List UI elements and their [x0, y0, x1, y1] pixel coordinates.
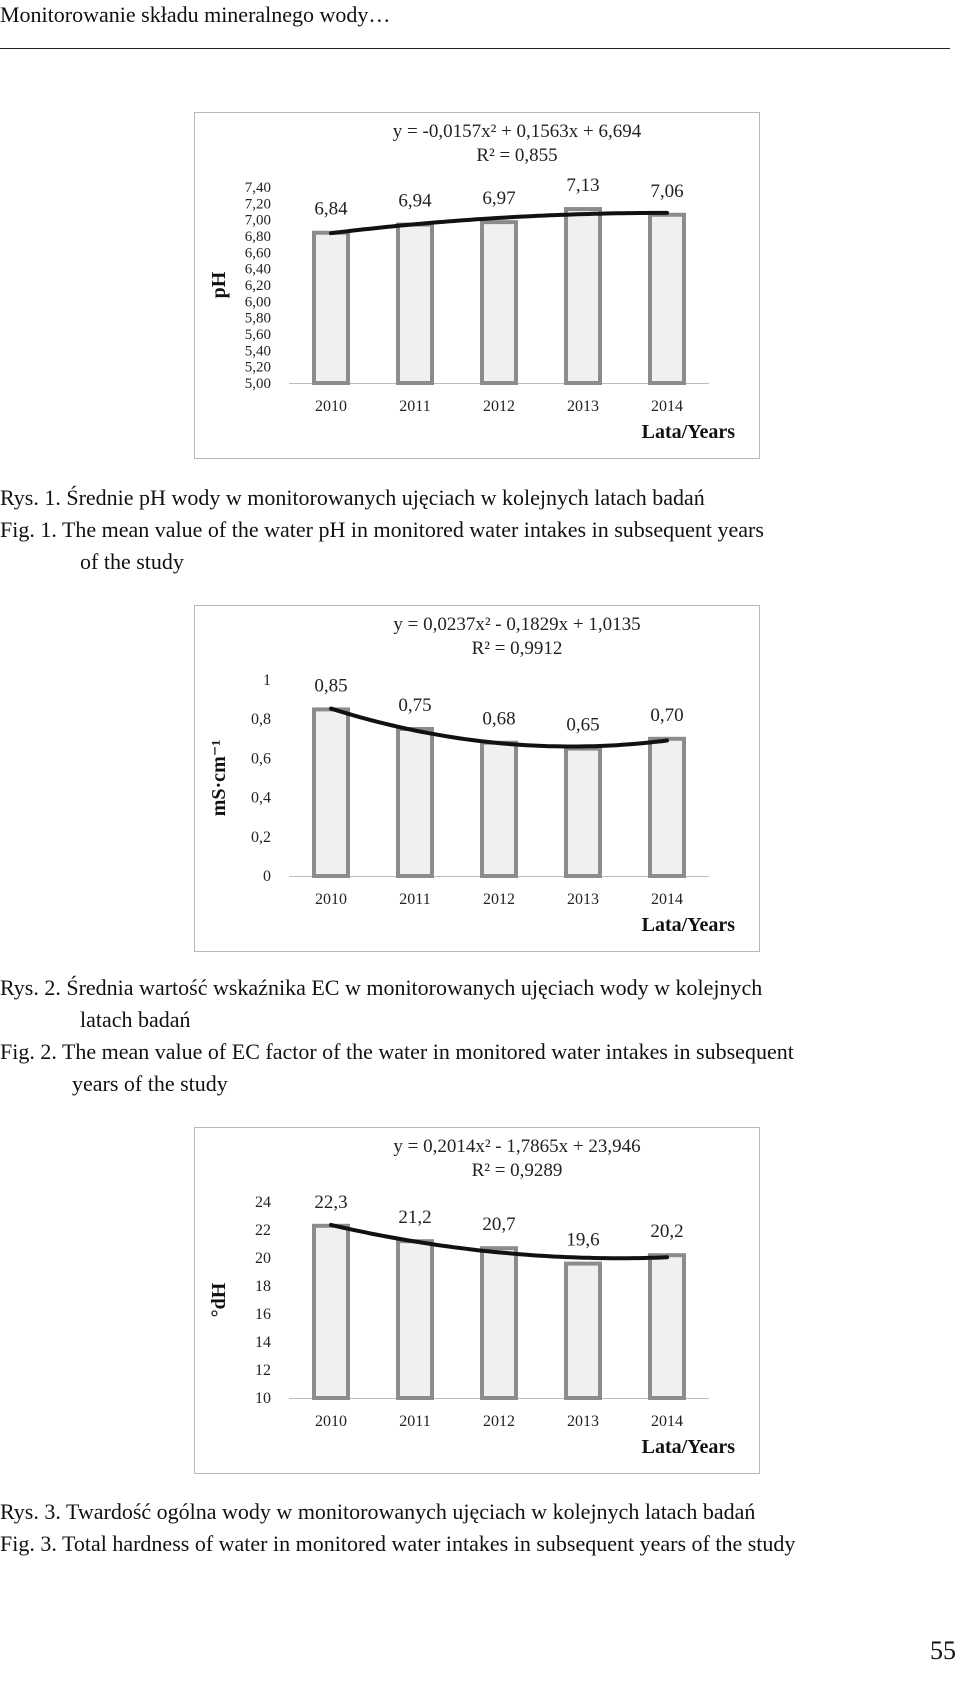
- chart3-x-tick: 2013: [567, 1413, 599, 1430]
- caption-fig1-en-1-text: Fig. 1. The mean value of the water pH in monitored water intakes in subsequent years: [0, 517, 764, 542]
- chart1-y-tick: 6,00: [244, 294, 271, 311]
- chart2-y-axis-label: mS·cm⁻¹: [208, 739, 230, 817]
- chart2-data-label: 0,85: [314, 675, 348, 697]
- chart1-y-tick: 6,60: [244, 245, 271, 262]
- chart2-x-tick: 2012: [483, 891, 515, 908]
- chart3-bar: [650, 1255, 684, 1398]
- caption-fig1-en-2: of the study: [80, 549, 184, 574]
- caption-fig3-en: Fig. 3. Total hardness of water in monitored water intakes in subsequent years of the study: [0, 1531, 796, 1556]
- chart3-y-tick: 16: [255, 1306, 271, 1323]
- chart1-y-axis-label: pH: [208, 271, 230, 299]
- chart2-data-label: 0,75: [398, 695, 432, 716]
- chart3-x-tick: 2010: [315, 1413, 347, 1430]
- chart-hardness-svg: [195, 1128, 759, 1473]
- chart2-x-tick: 2010: [315, 891, 347, 908]
- chart1-data-label: 7,06: [650, 180, 684, 202]
- chart1-bar: [482, 222, 516, 383]
- chart3-y-tick: 22: [255, 1222, 271, 1239]
- chart1-bar: [314, 233, 348, 383]
- chart3-y-tick: 14: [255, 1334, 271, 1351]
- chart1-y-tick: 6,80: [244, 229, 271, 245]
- caption-fig3: [0, 1496, 960, 1560]
- chart1-data-label: 6,94: [398, 190, 432, 212]
- chart1-y-tick: 5,60: [244, 327, 271, 343]
- chart2-y-tick: 0,2: [251, 828, 271, 846]
- chart3-x-tick: 2012: [483, 1413, 515, 1430]
- caption-fig2-en-1: Fig. 2. The mean value of EC factor of the water in monitored water intakes in subsequent: [0, 1039, 794, 1064]
- chart2-data-label: 0,68: [482, 708, 516, 730]
- chart1-x-tick: 2013: [567, 398, 599, 415]
- chart3-data-label: 21,2: [398, 1207, 432, 1229]
- chart3-bar: [482, 1248, 516, 1398]
- chart3-x-axis-label: Lata/Years: [641, 1436, 735, 1458]
- chart2-x-tick: 2011: [399, 891, 431, 908]
- chart3-r-squared: R² = 0,9289: [471, 1160, 563, 1181]
- chart1-data-label: 7,13: [566, 175, 600, 197]
- chart2-bar: [398, 729, 432, 876]
- chart-hardness: [194, 1127, 760, 1474]
- chart2-bar: [566, 749, 600, 876]
- chart3-x-tick: 2011: [399, 1413, 431, 1430]
- chart3-data-label: 20,2: [650, 1221, 684, 1243]
- chart-ph: [194, 112, 760, 459]
- chart1-y-tick: 5,20: [244, 359, 271, 376]
- chart1-bar: [398, 225, 432, 383]
- chart3-bar: [314, 1226, 348, 1398]
- chart2-y-tick: 0,8: [251, 711, 271, 729]
- chart3-y-tick: 12: [255, 1362, 271, 1379]
- chart2-y-tick: 0,6: [251, 750, 271, 768]
- chart1-x-axis-label: Lata/Years: [641, 421, 735, 443]
- caption-fig2-en-2: years of the study: [72, 1071, 228, 1096]
- chart3-x-tick: 2014: [651, 1413, 683, 1430]
- chart2-data-label: 0,65: [566, 714, 600, 736]
- chart2-data-label: 0,70: [650, 704, 684, 726]
- chart2-x-axis-label: Lata/Years: [641, 914, 735, 936]
- chart3-y-tick: 24: [255, 1194, 271, 1211]
- chart3-data-label: 19,6: [566, 1229, 600, 1251]
- chart1-x-tick: 2011: [399, 398, 431, 415]
- caption-fig2-pl-2: latach badań: [80, 1007, 191, 1032]
- caption-fig1-en-1: [0, 514, 960, 546]
- chart2-trend-equation: y = 0,0237x² - 0,1829x + 1,0135: [393, 614, 641, 635]
- chart1-y-tick: 5,00: [244, 376, 271, 392]
- chart2-y-tick: 0,4: [251, 789, 271, 807]
- chart1-y-tick: 7,20: [244, 196, 271, 213]
- chart1-x-tick: 2012: [483, 398, 515, 415]
- chart1-bar: [566, 209, 600, 383]
- chart1-r-squared: R² = 0,855: [476, 145, 558, 166]
- running-header: Monitorowanie składu mineralnego wody…: [0, 2, 391, 27]
- chart1-y-tick: 7,40: [244, 180, 271, 196]
- chart2-bar: [650, 739, 684, 876]
- chart3-y-tick: 20: [255, 1250, 271, 1267]
- caption-fig3-pl: Rys. 3. Twardość ogólna wody w monitorowanych ujęciach w kolejnych latach badań: [0, 1499, 756, 1524]
- caption-fig1-pl: Rys. 1. Średnie pH wody w monitorowanych ujęciach w kolejnych latach badań: [0, 485, 705, 510]
- chart2-bar: [482, 743, 516, 876]
- chart1-y-tick: 5,40: [244, 343, 271, 360]
- chart2-y-tick: 1: [263, 672, 271, 689]
- page-number: 55: [930, 1636, 956, 1665]
- chart3-y-tick: 10: [255, 1390, 271, 1407]
- chart2-x-tick: 2013: [567, 891, 599, 908]
- chart2-r-squared: R² = 0,9912: [471, 638, 563, 659]
- chart1-bar: [650, 215, 684, 383]
- caption-fig1: [0, 482, 960, 578]
- chart3-data-label: 20,7: [482, 1214, 516, 1236]
- chart-ec: [194, 605, 760, 952]
- chart3-bar: [398, 1241, 432, 1398]
- chart1-trend-equation: y = -0,0157x² + 0,1563x + 6,694: [392, 121, 642, 142]
- chart3-y-tick: 18: [255, 1278, 271, 1295]
- chart1-x-tick: 2014: [651, 398, 683, 415]
- chart2-x-tick: 2014: [651, 891, 683, 908]
- chart2-bar: [314, 709, 348, 876]
- caption-fig2-pl-1: Rys. 2. Średnia wartość wskaźnika EC w monitorowanych ujęciach wody w kolejnych: [0, 975, 763, 1000]
- chart-ph-svg: [195, 113, 759, 458]
- chart3-y-axis-label: °dH: [208, 1282, 230, 1318]
- chart1-data-label: 6,97: [482, 188, 516, 210]
- chart3-trend-equation: y = 0,2014x² - 1,7865x + 23,946: [393, 1136, 641, 1157]
- chart1-y-tick: 6,40: [244, 261, 271, 278]
- chart1-y-tick: 5,80: [244, 310, 271, 327]
- chart-ec-svg: [195, 606, 759, 951]
- header-rule: [0, 48, 950, 49]
- chart2-y-tick: 0: [263, 868, 271, 885]
- chart1-x-tick: 2010: [315, 398, 347, 415]
- chart1-y-tick: 6,20: [244, 278, 271, 294]
- caption-fig2: [0, 972, 960, 1100]
- chart3-bar: [566, 1264, 600, 1398]
- chart3-data-label: 22,3: [314, 1191, 348, 1213]
- chart1-y-tick: 7,00: [244, 212, 271, 229]
- chart1-data-label: 6,84: [314, 198, 348, 220]
